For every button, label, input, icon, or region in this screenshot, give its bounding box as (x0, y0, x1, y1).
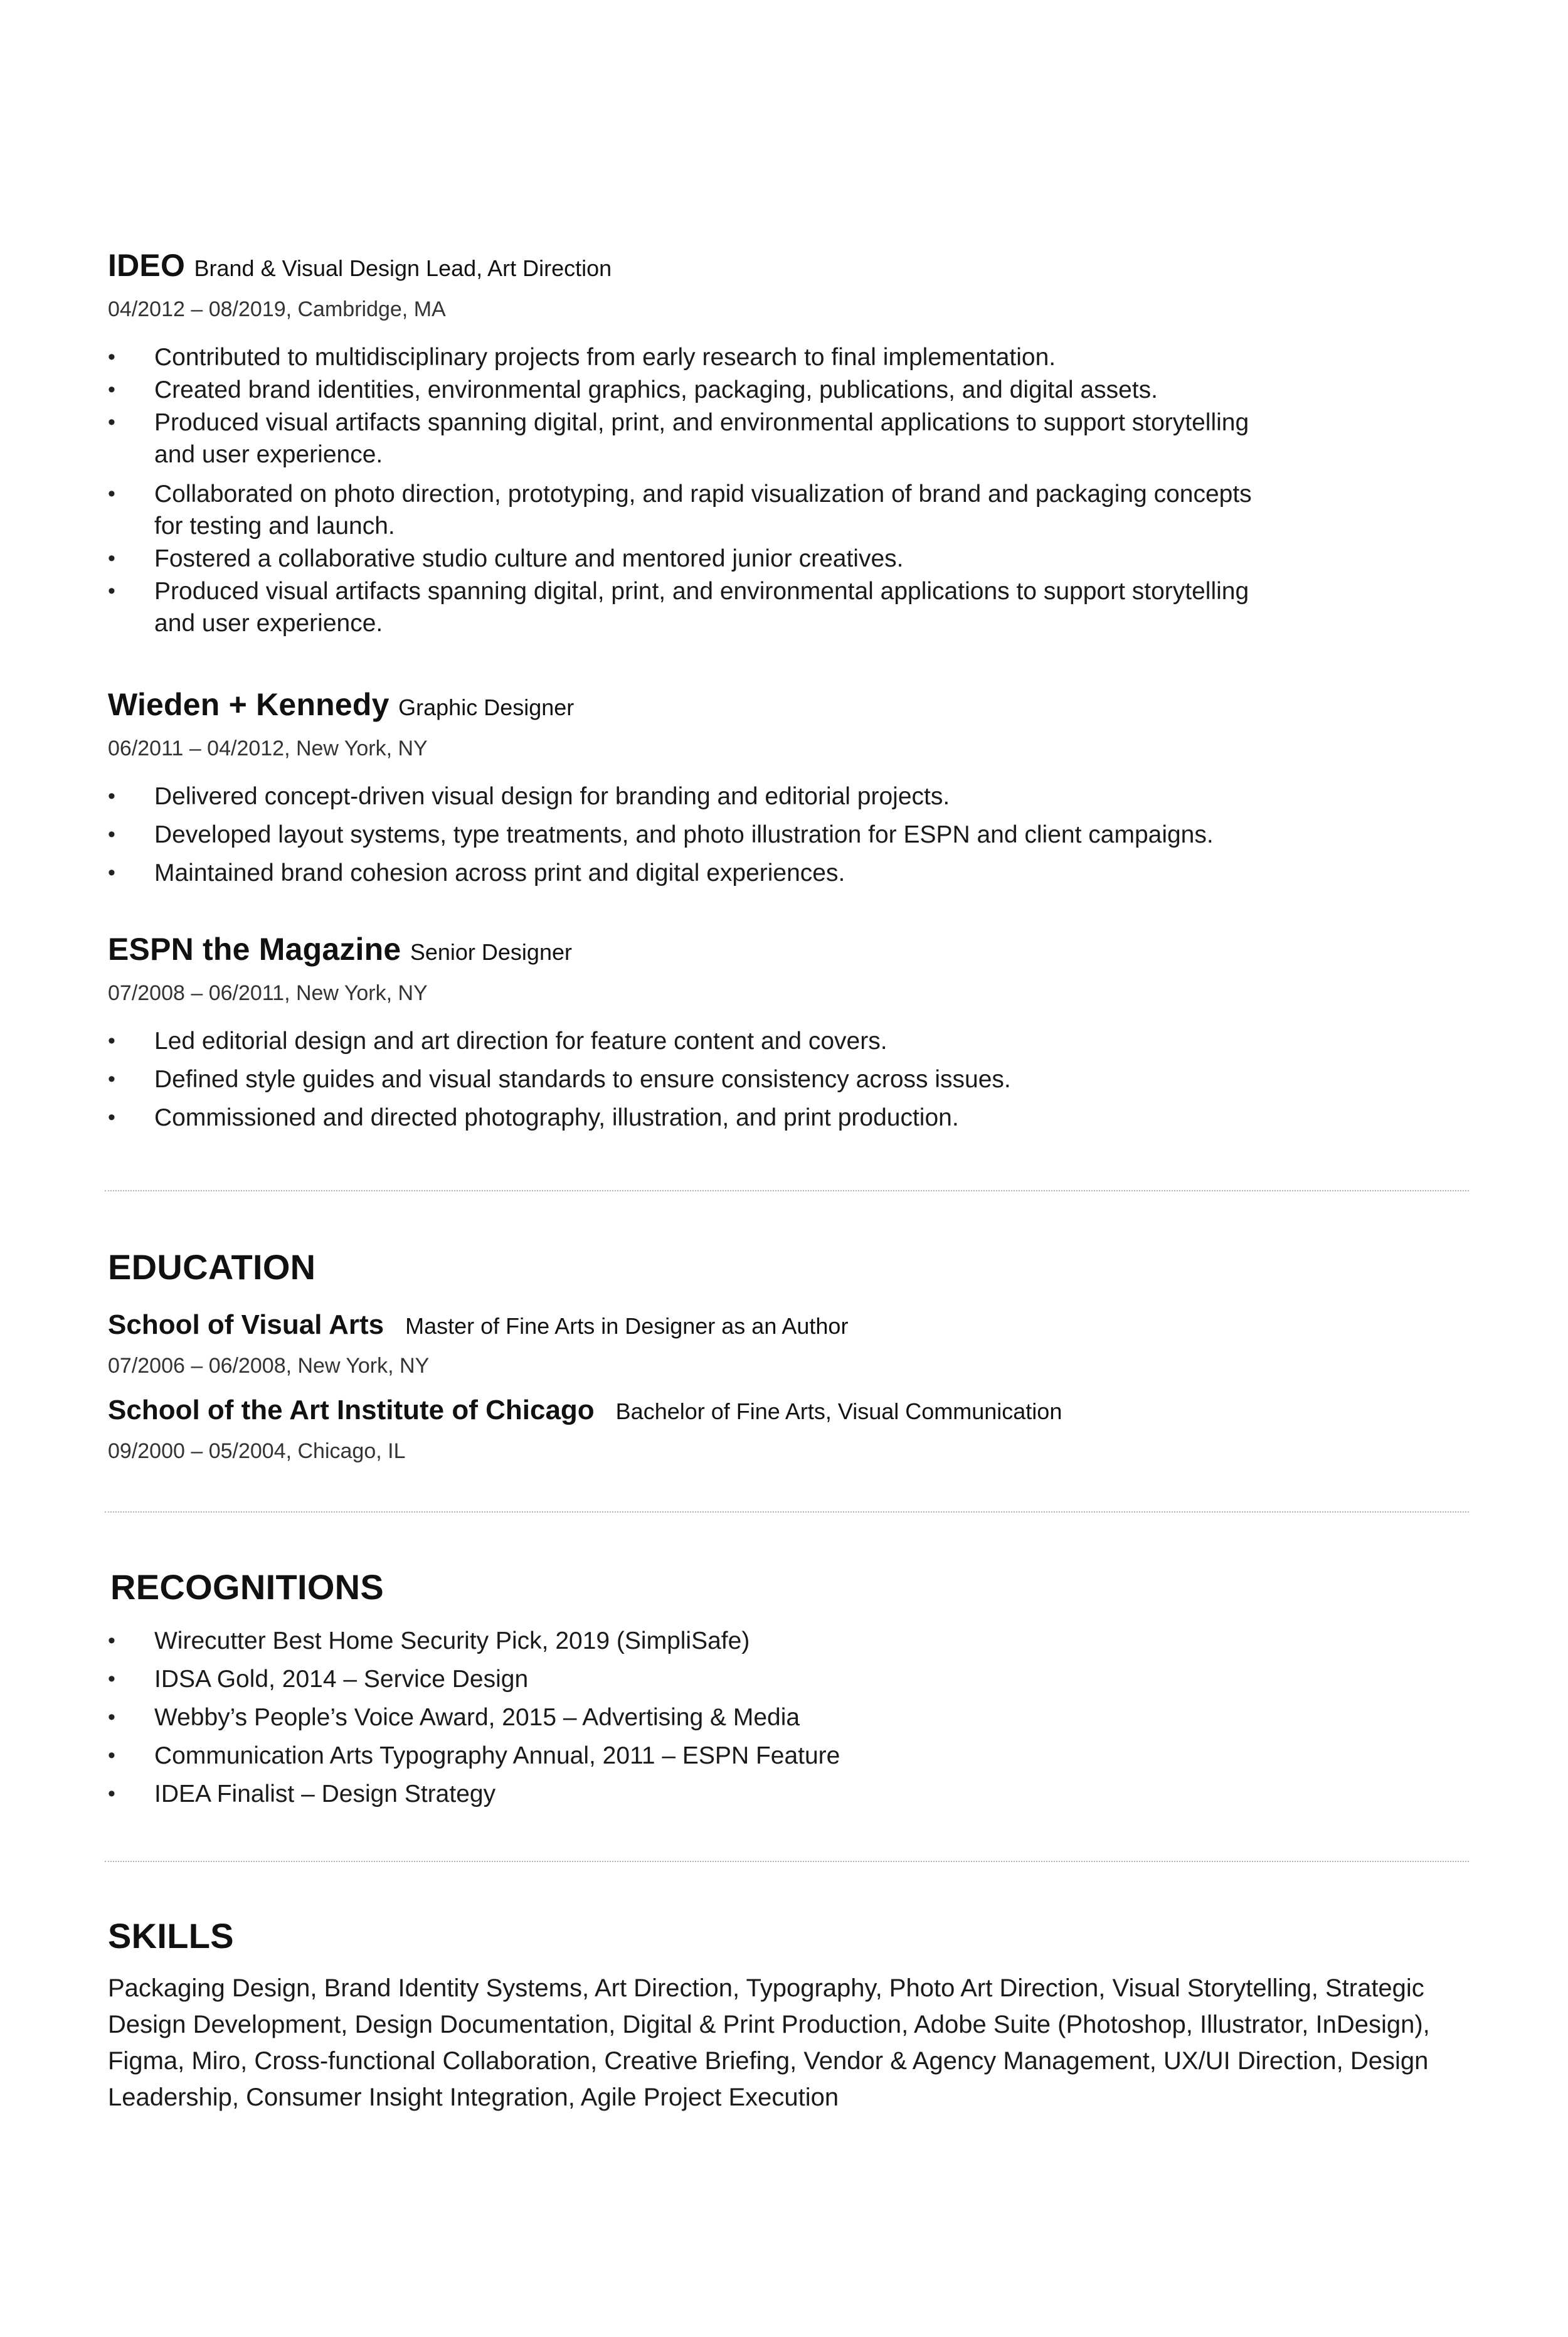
experience-entry-wieden-kennedy (108, 689, 1475, 889)
job-bullet: • Developed layout systems, type treatments, and photo illustration for ESPN and client campaigns. (108, 819, 1475, 851)
job-bullet: • Maintained brand cohesion across print and digital experiences. (108, 857, 1475, 889)
job-bullet-list (108, 1025, 1475, 1134)
job-bullet: • Collaborated on photo direction, prototyping, and rapid visualization of brand and packaging concepts for testing and launch. (108, 478, 1475, 542)
section-divider (105, 1190, 1469, 1191)
company-name: ESPN the Magazine (108, 932, 401, 967)
job-role: Brand & Visual Design Lead, Art Direction (194, 255, 612, 281)
job-bullet: • Commissioned and directed photography, illustration, and print production. (108, 1102, 1475, 1134)
degree-name: Master of Fine Arts in Designer as an Author (405, 1313, 849, 1339)
degree-name: Bachelor of Fine Arts, Visual Communication (615, 1398, 1062, 1424)
job-heading (108, 689, 1475, 720)
recognition-item: • Communication Arts Typography Annual, 2011 – ESPN Feature (108, 1740, 1475, 1772)
recognition-item: • IDSA Gold, 2014 – Service Design (108, 1663, 1475, 1695)
section-divider (105, 1861, 1469, 1862)
recognitions-list-block (108, 1625, 1475, 1810)
job-bullet: • Led editorial design and art direction for feature content and covers. (108, 1025, 1475, 1057)
skills-text: Packaging Design, Brand Identity Systems, Art Direction, Typography, Photo Art Direction, Visual Storytelling, Strategic Design Development, Design Documentation, Digital & Print Production, Adobe Suite (Photoshop, Illustrator, InDesign), Figma, Miro, Cross-functional Collaboration, Creative Briefing, Vendor & Agency Management, UX/UI Direction, Design Leadership, Consumer Insight Integration, Agile Project Execution (108, 1974, 1430, 2111)
company-name: IDEO (108, 248, 186, 283)
job-heading (108, 934, 1475, 965)
job-bullet: • Fostered a collaborative studio culture and mentored junior creatives. (108, 543, 1475, 575)
job-dates-location: 06/2011 – 04/2012, New York, NY (108, 737, 428, 760)
job-bullet: • Produced visual artifacts spanning digital, print, and environmental applications to support storytelling and user experience. (108, 575, 1475, 639)
experience-entry-espn (108, 934, 1475, 1134)
section-divider (105, 1511, 1469, 1513)
recognition-item: • Webby’s People’s Voice Award, 2015 – Advertising & Media (108, 1701, 1475, 1733)
job-bullet-list (108, 341, 1475, 639)
job-dates-location: 07/2008 – 06/2011, New York, NY (108, 981, 428, 1005)
skills-heading: SKILLS (108, 1916, 234, 1956)
job-dates-location: 04/2012 – 08/2019, Cambridge, MA (108, 297, 446, 321)
job-role: Graphic Designer (398, 695, 575, 720)
job-bullet: • Contributed to multidisciplinary projects from early research to final implementation. (108, 341, 1475, 373)
education-entry (108, 1397, 1475, 1462)
job-role: Senior Designer (410, 939, 572, 965)
recognitions-heading: RECOGNITIONS (110, 1567, 384, 1607)
education-heading: EDUCATION (108, 1247, 316, 1287)
skills-block (108, 1970, 1475, 2116)
recognitions-list (108, 1625, 1475, 1810)
education-dates-location: 09/2000 – 05/2004, Chicago, IL (108, 1439, 406, 1463)
job-bullet: • Delivered concept-driven visual design for branding and editorial projects. (108, 780, 1475, 812)
recognition-item: • IDEA Finalist – Design Strategy (108, 1778, 1475, 1810)
job-bullet: • Created brand identities, environmental graphics, packaging, publications, and digital assets. (108, 374, 1475, 406)
experience-entry-ideo (108, 250, 1475, 639)
job-bullet-list (108, 780, 1475, 889)
job-heading (108, 250, 1475, 281)
job-bullet: • Defined style guides and visual standards to ensure consistency across issues. (108, 1063, 1475, 1095)
job-bullet: • Produced visual artifacts spanning digital, print, and environmental applications to support storytelling and user experience. (108, 407, 1475, 471)
education-dates-location: 07/2006 – 06/2008, New York, NY (108, 1354, 430, 1378)
company-name: Wieden + Kennedy (108, 687, 389, 722)
school-name: School of Visual Arts (108, 1309, 384, 1340)
recognition-item: • Wirecutter Best Home Security Pick, 2019 (SimpliSafe) (108, 1625, 1475, 1657)
school-name: School of the Art Institute of Chicago (108, 1395, 595, 1425)
education-entry (108, 1311, 1475, 1376)
